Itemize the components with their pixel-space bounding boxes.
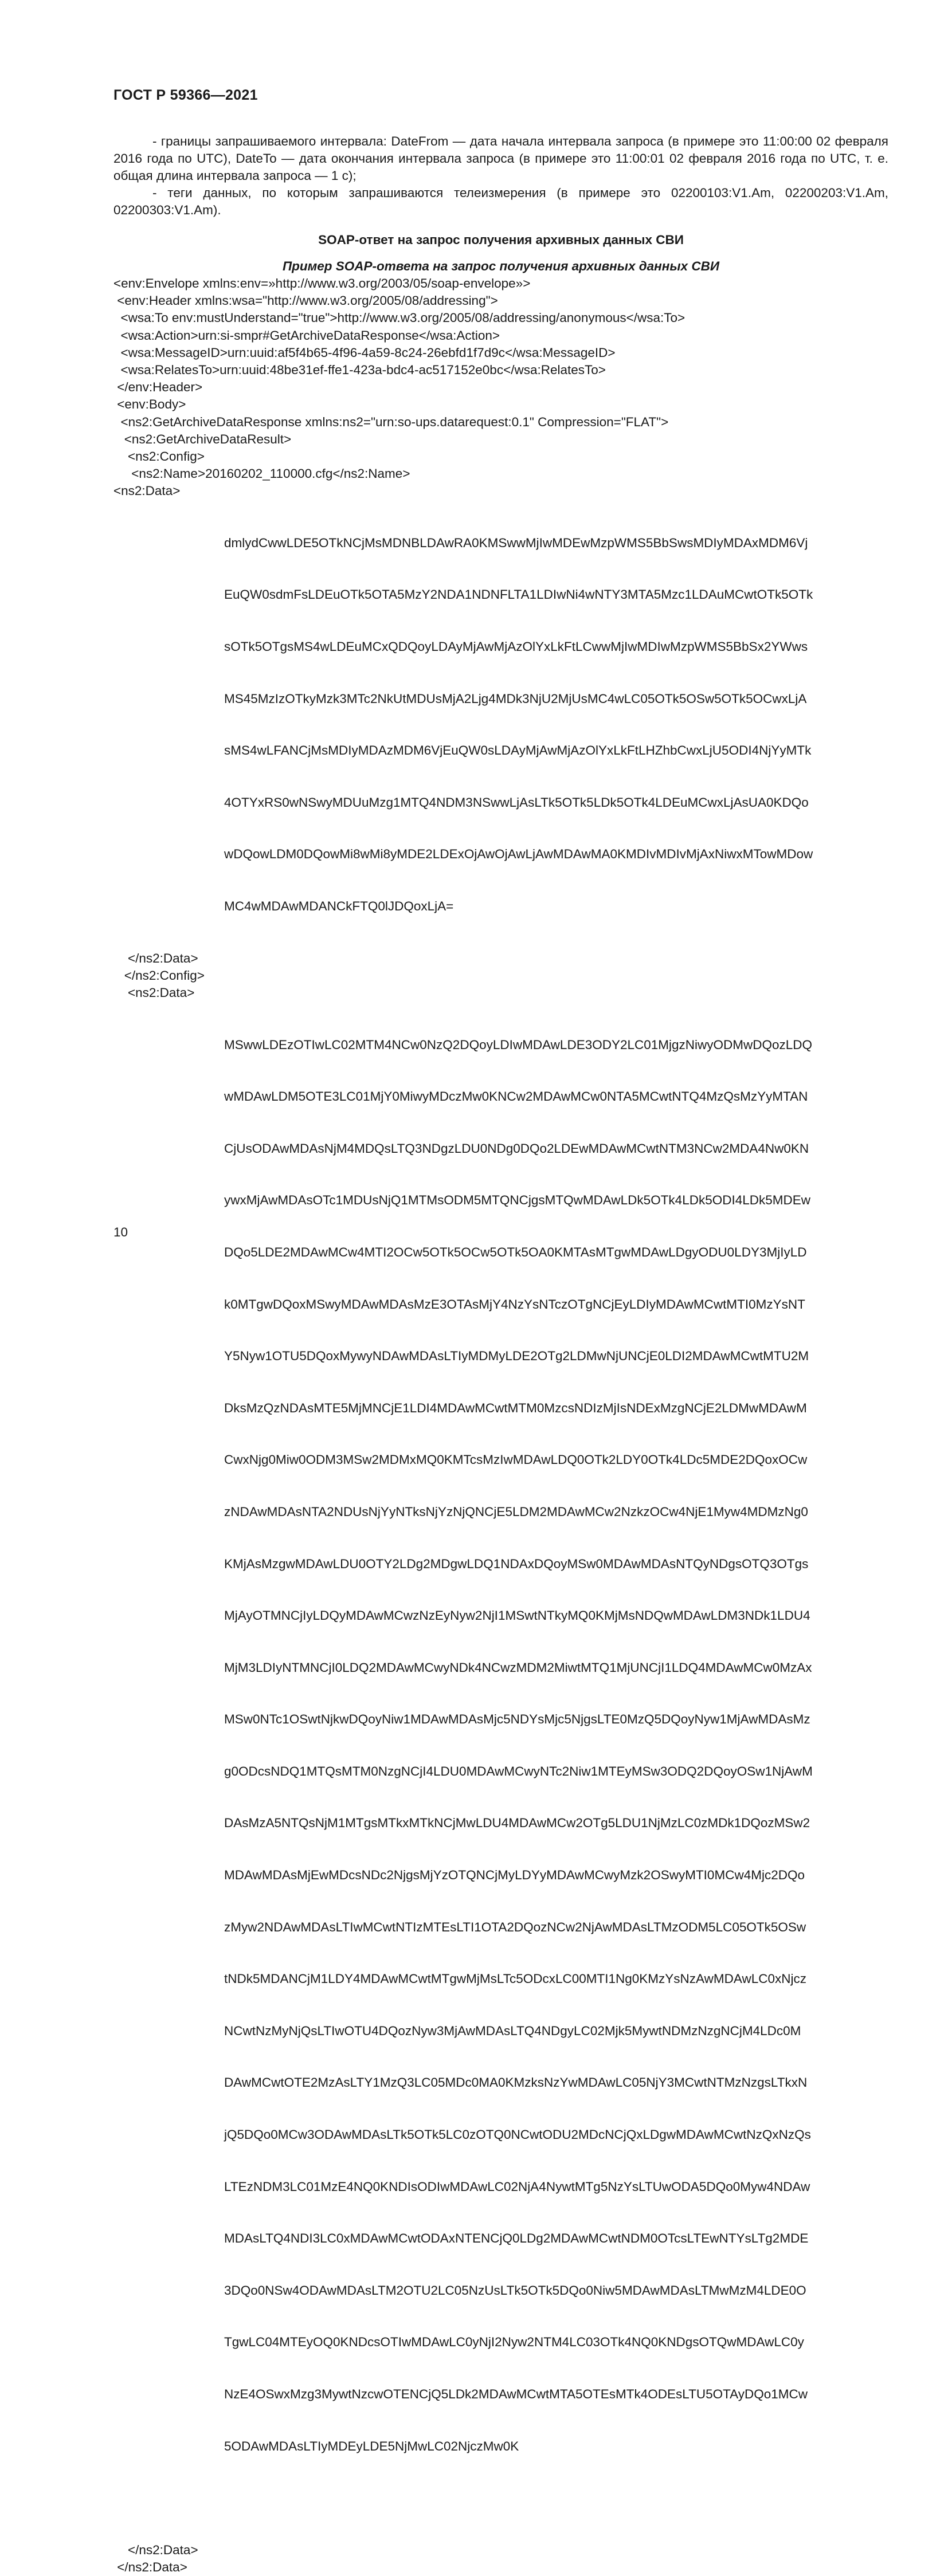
base64-line: wMDAwLDM5OTE3LC01MjY0MiwyMDczMw0KNCw2MDAwMCw0NTA5MCwtNTQ4MzQsMzYyMTAN — [224, 1089, 808, 1104]
base64-line: wDQowLDM0DQowMi8wMi8yMDE2LDExOjAwOjAwLjAwMDAwMA0KMDIvMDIvMjAxNiwxMTowMDow — [224, 847, 813, 862]
paragraph-interval — [113, 133, 888, 184]
paragraph-tags-text: - теги данных, по которым запрашиваются телеизмерения (в примере это 02200103:V1.Am, 02200203:V1.Am, 02200303:V1.Am). — [113, 186, 888, 217]
base64-line: 4OTYxRS0wNSwyMDUuMzg1MTQ4NDM3NSwwLjAsLTk5OTk5LDk5OTk4LDEuMCwxLjAsUA0KDQo — [224, 795, 809, 810]
xml-line: </ns2:Data> — [113, 2542, 198, 2557]
xml-line: <ns2:Config> — [113, 449, 205, 464]
base64-line: dmlydCwwLDE5OTkNCjMsMDNBLDAwRA0KMSwwMjIwMDEwMzpWMS5BbSwsMDIyMDAxMDM6Vj — [224, 535, 808, 550]
base64-line: MjM3LDIyNTMNCjI0LDQ2MDAwMCwyNDk4NCwzMDM2MiwtMTQ1MjUNCjI1LDQ4MDAwMCw0MzAx — [224, 1660, 812, 1675]
base64-line: jQ5DQo0MCw3ODAwMDAsLTk5OTk5LC0zOTQ0NCwtODU2MDcNCjQxLDgwMDAwMCwtNzQxNzQs — [224, 2127, 811, 2142]
base64-line: k0MTgwDQoxMSwyMDAwMDAsMzE3OTAsMjY4NzYsNTczOTgNCjEyLDIyMDAwMCwtMTI0MzYsNT — [224, 1297, 805, 1311]
base64-line: 3DQo0NSw4ODAwMDAsLTM2OTU2LC05NzUsLTk5OTk5DQo0Niw5MDAwMDAsLTMwMzM4LDE0O — [224, 2283, 806, 2298]
xml-line: <wsa:To env:mustUnderstand="true">http://www.w3.org/2005/08/addressing/anonymous</wsa:To> — [113, 311, 685, 325]
section-title: SOAP-ответ на запрос получения архивных данных СВИ — [318, 233, 684, 247]
xml-line: <wsa:MessageID>urn:uuid:af5f4b65-4f96-4a59-8c24-26ebfd1f7d9c</wsa:MessageID> — [113, 345, 616, 360]
base64-line: NCwtNzMyNjQsLTIwOTU4DQozNyw3MjAwMDAsLTQ4NDgyLC02Mjk5MywtNDMzNzgNCjM4LDc0M — [224, 2023, 801, 2038]
xml-line: <ns2:Data> — [113, 484, 181, 498]
base64-line: MSwwLDEzOTIwLC02MTM4NCw0NzQ2DQoyLDIwMDAwLDE3ODY2LC01MjgzNiwyODMwDQozLDQ — [224, 1037, 813, 1052]
base64-line: KMjAsMzgwMDAwLDU0OTY2LDg2MDgwLDQ1NDAxDQoyMSw0MDAwMDAsNTQyNDgsOTQ3OTgs — [224, 1556, 809, 1571]
base64-line: sOTk5OTgsMS4wLDEuMCxQDQoyLDAyMjAwMjAzOlYxLkFtLCwwMjIwMDIwMzpWMS5BbSx2YWws — [224, 639, 808, 654]
base64-line: LTEzNDM3LC01MzE4NQ0KNDIsODIwMDAwLC02NjA4NywtMTg5NzYsLTUwODA5DQo0Myw4NDAw — [224, 2179, 810, 2194]
xml-line: <wsa:Action>urn:si-smpr#GetArchiveDataResponse</wsa:Action> — [113, 328, 500, 343]
base64-line: DksMzQzNDAsMTE5MjMNCjE1LDI4MDAwMCwtMTM0MzcsNDIzMjIsNDExMzgNCjE2LDMwMDAwM — [224, 1400, 807, 1415]
base64-line: TgwLC04MTEyOQ0KNDcsOTIwMDAwLC0yNjI2Nyw2NTM4LC03OTk4NQ0KNDgsOTQwMDAwLC0y — [224, 2335, 804, 2350]
base64-line: MjAyOTMNCjIyLDQyMDAwMCwzNzEyNyw2NjI1MSwtNTkyMQ0KMjMsNDQwMDAwLDM3NDk1LDU4 — [224, 1608, 810, 1623]
xml-line: </ns2:Data> — [113, 951, 198, 965]
base64-line: MS45MzIzOTkyMzk3MTc2NkUtMDUsMjA2Ljg4MDk3NjU2MjUsMC4wLC05OTk5OSw5OTk5OCwxLjA — [224, 691, 807, 706]
xml-line: </ns2:Data> — [113, 2559, 187, 2574]
base64-line: sMS4wLFANCjMsMDIyMDAzMDM6VjEuQW0sLDAyMjAwMjAzOlYxLkFtLHZhbCwxLjU5ODI4NjYyMTk — [224, 743, 812, 758]
base64-line: MDAwMDAsMjEwMDcsNDc2NjgsMjYzOTQNCjMyLDYyMDAwMCwyMzk2OSwyMTI0MCw4Mjc2DQo — [224, 1868, 805, 1883]
base64-line: CwxNjg0Miw0ODM3MSw2MDMxMQ0KMTcsMzIwMDAwLDQ0OTk2LDY0OTk4LDc5MDE2DQoxOCw — [224, 1452, 808, 1467]
base64-line: NzE4OSwxMzg3MywtNzcwOTENCjQ5LDk2MDAwMCwtMTA5OTEsMTk4ODEsLTU5OTAyDQo1MCw — [224, 2387, 808, 2401]
base64-line: DQo5LDE2MDAwMCw4MTI2OCw5OTk5OCw5OTk5OA0KMTAsMTgwMDAwLDgyODU0LDY3MjIyLD — [224, 1244, 807, 1259]
base64-line: 5ODAwMDAsLTIyMDEyLDE5NjMwLC02NjczMw0K — [224, 2438, 519, 2453]
base64-line: zNDAwMDAsNTA2NDUsNjYyNTksNjYzNjQNCjE5LDM2MDAwMCw2NzkzOCw4NjE1Myw4MDMzNg0 — [224, 1504, 808, 1519]
xml-line: <wsa:RelatesTo>urn:uuid:48be31ef-ffe1-423a-bdc4-ac517152e0bc</wsa:RelatesTo> — [113, 362, 606, 377]
base64-line: ywxMjAwMDAsOTc1MDUsNjQ1MTMsODM5MTQNCjgsMTQwMDAwLDk5OTk4LDk5ODI4LDk5MDEw — [224, 1193, 811, 1208]
xml-line: </ns2:Config> — [113, 968, 205, 983]
base64-line: g0ODcsNDQ1MTQsMTM0NzgNCjI4LDU0MDAwMCwyNTc2Niw1MTEyMSw3ODQ2DQoyOSw1NjAwM — [224, 1764, 813, 1778]
base64-line: DAsMzA5NTQsNjM1MTgsMTkxMTkNCjMwLDU4MDAwMCw2OTg5LDU1NjMzLC0zMDk1DQozMSw2 — [224, 1816, 810, 1831]
base64-line: zMyw2NDAwMDAsLTIwMCwtNTIzMTEsLTI1OTA2DQozNCw2NjAwMDAsLTMzODM5LC05OTk5OSw — [224, 1919, 806, 1934]
xml-line: <env:Header xmlns:wsa="http://www.w3.org/2005/08/addressing"> — [113, 293, 498, 308]
base64-line: MSw0NTc1OSwtNjkwDQoyNiw1MDAwMDAsMjc5NDYsMjc5NjgsLTE0MzQ5DQoyNyw1MjAwMDAsMz — [224, 1712, 810, 1727]
base64-line: Y5Nyw1OTU5DQoxMywyNDAwMDAsLTIyMDMyLDE2OTg2LDMwNjUNCjE0LDI2MDAwMCwtMTU2M — [224, 1349, 809, 1364]
xml-line: <ns2:GetArchiveDataResult> — [113, 431, 292, 446]
base64-line: EuQW0sdmFsLDEuOTk5OTA5MzY2NDA1NDNFLTA1LDIwNi4wNTY3MTA5Mzc1LDAuMCwtOTk5OTk — [224, 587, 813, 602]
xml-line: <env:Envelope xmlns:env=»http://www.w3.org/2003/05/soap-envelope»> — [113, 276, 531, 290]
base64-block-config — [113, 500, 813, 949]
example-title: Пример SOAP-ответа на запрос получения архивных данных СВИ — [282, 259, 720, 273]
paragraph-interval-text: - границы запрашиваемого интервала: DateFrom — дата начала интервала запроса (в примере это 11:00:00 02 февраля 2016 года по UTC), DateTo — дата окончания интервала запроса (в примере это 11:00:01 02 февраля 2016 года по UTC, т. е. общая длина интервала запроса — 1 с); — [113, 134, 888, 183]
base64-line: tNDk5MDANCjM1LDY4MDAwMCwtMTgwMjMsLTc5ODcxLC00MTI1Ng0KMzYsNzAwMDAwLC0xNjcz — [224, 1972, 807, 1986]
xml-line: <ns2:GetArchiveDataResponse xmlns:ns2="urn:so-ups.datarequest:0.1" Compression="FLAT"> — [113, 414, 669, 429]
base64-block-data — [113, 1002, 813, 2542]
page-number: 10 — [113, 1225, 128, 1239]
xml-line: <env:Body> — [113, 397, 186, 412]
base64-line: MC4wMDAwMDANCkFTQ0lJDQoxLjA= — [224, 899, 454, 913]
xml-example — [113, 275, 813, 2576]
base64-line: DAwMCwtOTE2MzAsLTY1MzQ3LC05MDc0MA0KMzksNzYwMDAwLC05NjY3MCwtNTMzNzgsLTkxN — [224, 2075, 808, 2090]
xml-line: <ns2:Name>20160202_110000.cfg</ns2:Name> — [113, 466, 410, 481]
document-header: ГОСТ Р 59366—2021 — [113, 87, 258, 103]
base64-line — [224, 2489, 813, 2507]
xml-line: <ns2:Data> — [113, 985, 195, 1000]
paragraph-tags — [113, 184, 888, 219]
base64-line: MDAsLTQ4NDI3LC0xMDAwMCwtODAxNTENCjQ0LDg2MDAwMCwtNDM0OTcsLTEwNTYsLTg2MDE — [224, 2231, 809, 2246]
xml-line: </env:Header> — [113, 380, 203, 395]
base64-line: CjUsODAwMDAsNjM4MDQsLTQ3NDgzLDU0NDg0DQo2LDEwMDAwMCwtNTM3NCw2MDA4Nw0KN — [224, 1141, 809, 1156]
